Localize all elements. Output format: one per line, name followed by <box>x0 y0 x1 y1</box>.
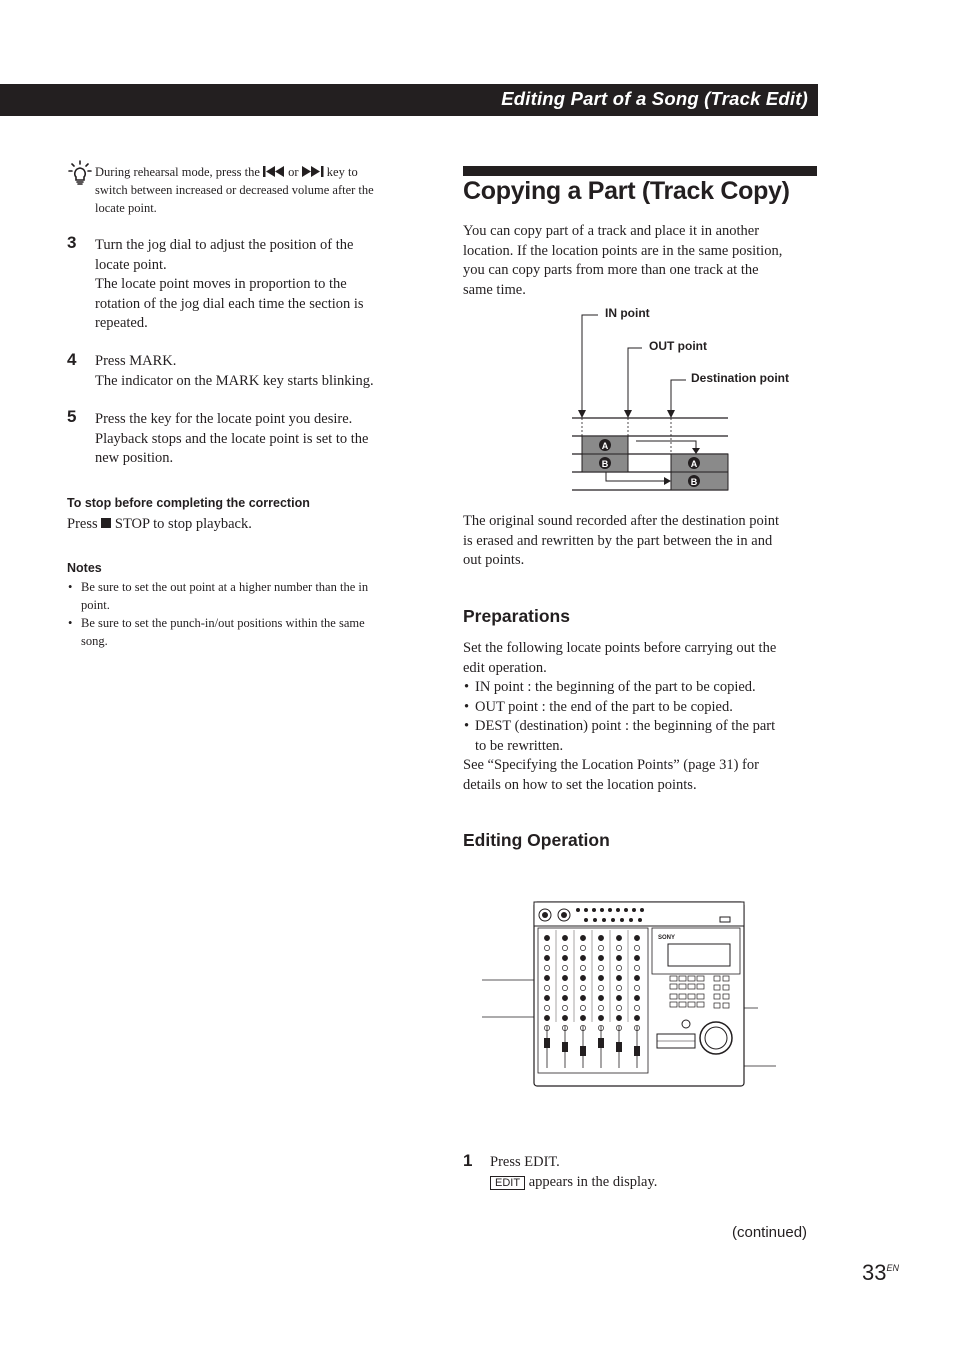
track-b-marker <box>599 457 611 469</box>
brand-logo: SONY <box>658 935 676 941</box>
svg-text:B: B <box>690 477 698 487</box>
track-a-marker <box>599 439 611 451</box>
section-rule <box>463 166 817 176</box>
tip-line1-pre: During rehearsal mode, press the <box>95 165 260 179</box>
dest-track-b-marker <box>688 475 700 487</box>
step-line: Turn the jog dial to adjust the position of the <box>95 237 354 253</box>
notes-heading: Notes <box>67 561 102 575</box>
stop-heading: To stop before completing the correction <box>67 496 310 510</box>
previous-track-icon <box>263 166 285 177</box>
edit-display-indicator: EDIT <box>490 1176 525 1190</box>
step-number-3: 3 <box>67 233 77 252</box>
in-point-label: IN point <box>605 306 650 320</box>
tip-line1-post: key to <box>326 165 358 179</box>
tip-text <box>95 163 435 217</box>
stop-text-post: STOP to stop playback. <box>114 516 252 532</box>
tip-line: locate point. <box>95 201 157 215</box>
stop-icon <box>101 518 111 528</box>
after-diagram-paragraph: The original sound recorded after the destination point is erased and rewritten by the part between the in and out points. <box>463 513 780 568</box>
step-number-4: 4 <box>67 350 77 369</box>
tip-line: switch between increased or decreased volume after the <box>95 183 374 197</box>
note-item: • Be sure to set the out point at a higher number than the in point. <box>67 578 427 614</box>
out-point-label: OUT point <box>649 339 707 353</box>
step-line: Playback stops and the locate point is set to the <box>95 430 369 447</box>
preparations-body: Set the following locate points before carrying out the edit operation. • IN point : the beginning of the part to be copied. • OUT point : the end of the part to be copied. • DEST (destination) point : the beginning of the part to be rewritten. See “Specifying the Location Points” (page 31) for details on how to set the location points. <box>463 639 776 795</box>
step-line: The locate point moves in proportion to the <box>95 276 347 292</box>
step-line: Press MARK. <box>95 353 177 369</box>
step-4-text <box>95 352 374 391</box>
stop-text-pre: Press <box>67 516 98 532</box>
notes-list <box>67 578 427 650</box>
prep-bullet: • OUT point : the end of the part to be copied. <box>463 698 776 718</box>
tip-line1-or: or <box>288 165 299 179</box>
svg-text:B: B <box>601 459 609 469</box>
step-number-5: 5 <box>67 407 77 426</box>
track-copy-diagram <box>560 300 820 500</box>
prep-bullet: • DEST (destination) point : the beginning of the part to be rewritten. <box>463 717 776 756</box>
display-text: appears in the display. <box>528 1173 658 1190</box>
mixer-device-illustration <box>478 898 778 1093</box>
header-bar <box>0 84 818 116</box>
step-line: Press the key for the locate point you desire. <box>95 411 353 427</box>
prep-bullet: • IN point : the beginning of the part to be copied. <box>463 678 776 698</box>
page-suffix: EN <box>886 1263 899 1273</box>
step-line: rotation of the jog dial each time the section is <box>95 295 364 312</box>
lightbulb-icon <box>68 160 92 186</box>
destination-point-label: Destination point <box>691 371 789 385</box>
step-5-text <box>95 410 368 469</box>
page-number: $33^{EN}$ <box>862 1260 899 1285</box>
stop-text <box>67 515 252 535</box>
svg-text:A: A <box>601 441 609 451</box>
intro-paragraph: You can copy part of a track and place it in another location. If the location points are in the same position, you can copy parts from more than one track at the same time. <box>463 223 783 298</box>
running-header-title: Editing Part of a Song (Track Edit) <box>501 88 808 109</box>
step-line: The indicator on the MARK key starts blinking. <box>95 372 374 389</box>
step-3-text <box>95 236 364 334</box>
step-line: locate point. <box>95 256 167 273</box>
editing-operation-heading: Editing Operation <box>463 830 610 850</box>
section-title: Copying a Part (Track Copy) <box>463 177 790 205</box>
step-line: repeated. <box>95 315 148 331</box>
step-line: new position. <box>95 450 174 466</box>
note-item: • Be sure to set the punch-in/out positions within the same song. <box>67 614 427 650</box>
preparations-heading: Preparations <box>463 606 570 626</box>
svg-text:A: A <box>690 459 698 469</box>
step-1-text: Press EDIT. EDIT appears in the display. <box>490 1154 658 1190</box>
step-number-1: 1 <box>463 1151 473 1170</box>
dest-track-a-marker <box>688 457 700 469</box>
continued-label: (continued) <box>732 1224 808 1241</box>
next-track-icon <box>302 166 324 177</box>
